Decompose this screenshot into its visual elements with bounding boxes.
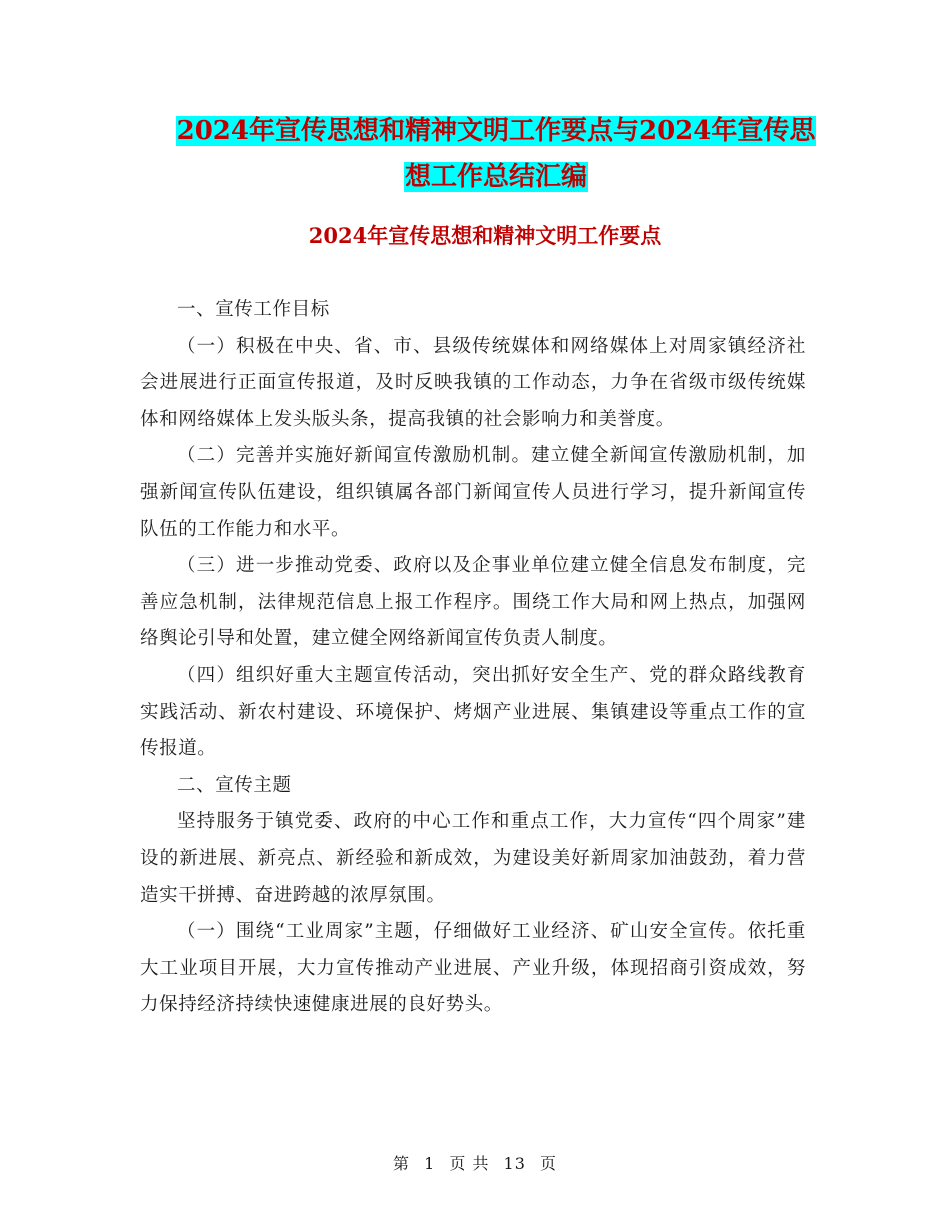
footer-page-number: 1 [424, 1154, 436, 1173]
document-title-line2: 想工作总结汇编 [404, 162, 587, 192]
paragraph-goal-2: （二）完善并实施好新闻宣传激励机制。建立健全新闻宣传激励机制，加强新闻宣传队伍建设，组织镇属各部门新闻宣传人员进行学习，提升新闻宣传队伍的工作能力和水平。 [140, 445, 806, 540]
footer-total-pages: 13 [503, 1154, 526, 1173]
paragraph-themes-intro: 坚持服务于镇党委、政府的中心工作和重点工作，大力宣传“四个周家”建设的新进展、新亮点、新经验和新成效，为建设美好新周家加油鼓劲，着力营造实干拼搏、奋进跨越的浓厚氛围。 [140, 811, 806, 906]
heading-goals: 一、宣传工作目标 [177, 299, 330, 320]
document-title-line1: 2024年宣传思想和精神文明工作要点与2024年宣传思 [176, 116, 816, 146]
document-title [140, 108, 852, 200]
section-title: 2024年宣传思想和精神文明工作要点 [308, 223, 662, 248]
footer-prefix: 第 [392, 1154, 410, 1173]
paragraph-theme-1: （一）围绕“工业周家”主题，仔细做好工业经济、矿山安全宣传。依托重大工业项目开展，大力宣传推动产业进展、产业升级，体现招商引资成效，努力保持经济持续快速健康进展的良好势头。 [140, 921, 806, 1016]
document-body [140, 292, 806, 1024]
paragraph-goal-3: （三）进一步推动党委、政府以及企事业单位建立健全信息发布制度，完善应急机制，法律规范信息上报工作程序。围绕工作大局和网上热点，加强网络舆论引导和处置，建立健全网络新闻宣传负责人制度。 [140, 555, 806, 650]
footer-suffix: 页 [540, 1154, 558, 1173]
heading-themes: 二、宣传主题 [177, 774, 292, 796]
page-footer [0, 1152, 950, 1176]
footer-mid: 页 共 [449, 1154, 490, 1173]
paragraph-goal-1: （一）积极在中央、省、市、县级传统媒体和网络媒体上对周家镇经济社会进展进行正面宣传报道，及时反映我镇的工作动态，力争在省级市级传统媒体和网络媒体上发头版头条，提高我镇的社会影响力和美誉度。 [140, 335, 806, 430]
paragraph-goal-4: （四）组织好重大主题宣传活动，突出抓好安全生产、党的群众路线教育实践活动、新农村建设、环境保护、烤烟产业进展、集镇建设等重点工作的宣传报道。 [140, 664, 806, 760]
